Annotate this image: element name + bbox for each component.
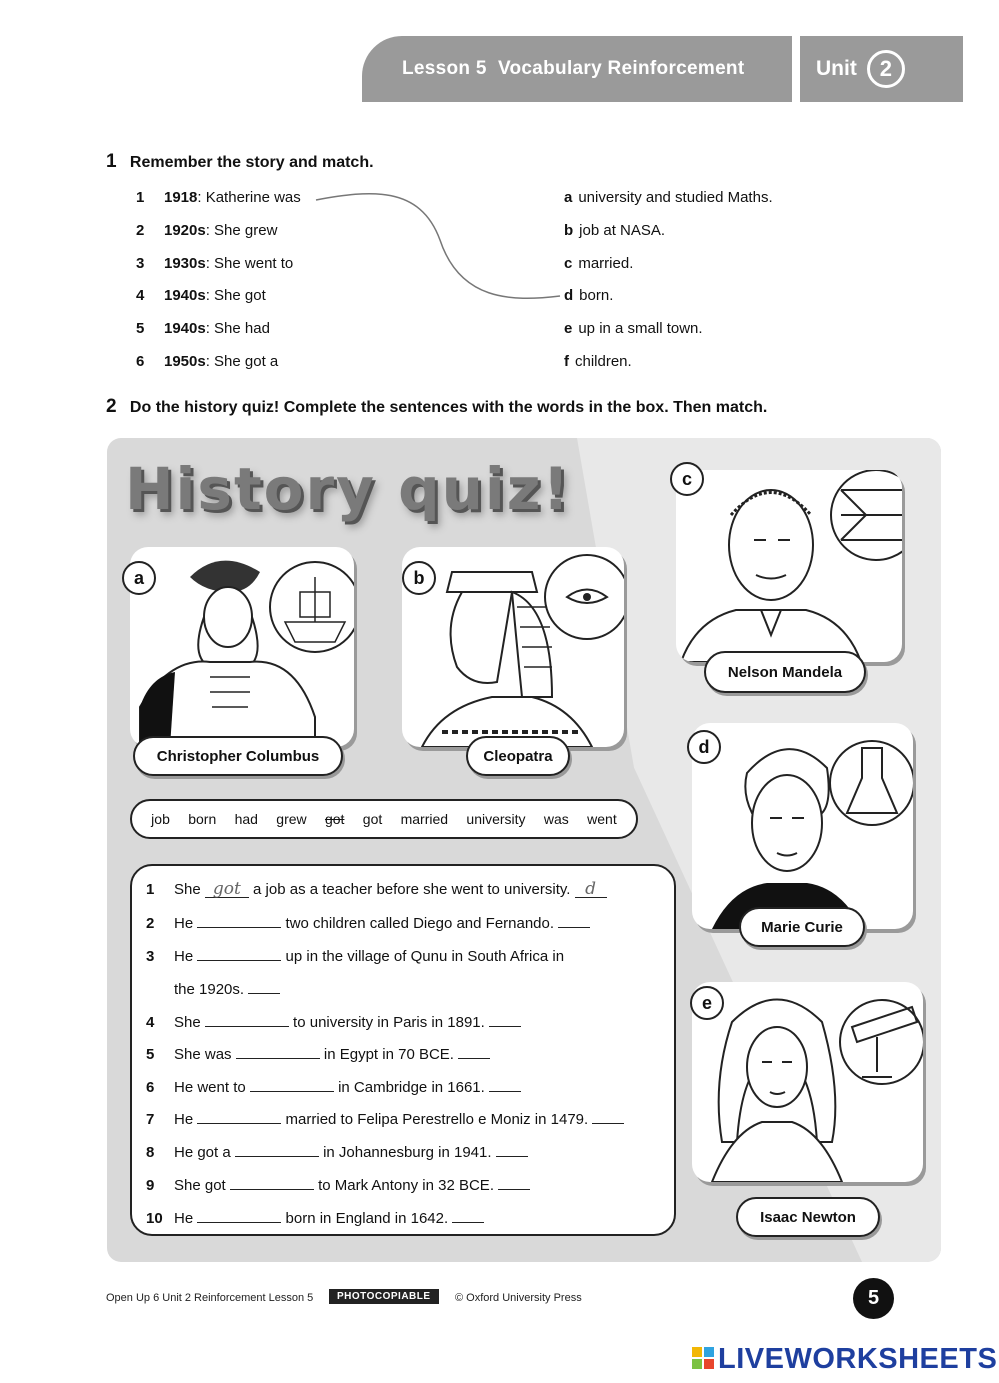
word-item: had xyxy=(234,811,258,827)
item-number: 4 xyxy=(136,287,145,304)
sentence-before: He xyxy=(174,915,194,932)
name-label-a: Christopher Columbus xyxy=(133,736,343,776)
sentence-before: He xyxy=(174,1111,194,1128)
sentence-8 xyxy=(146,1143,528,1161)
badge-c: c xyxy=(670,462,704,496)
sentence-before: She was xyxy=(174,1046,232,1063)
sentence-after: up in the village of Qunu in South Africa in xyxy=(285,948,565,965)
sentence-after: in Egypt in 70 BCE. xyxy=(323,1046,454,1063)
item-text: born. xyxy=(579,287,614,304)
item-letter: a xyxy=(564,189,573,206)
item-number: 5 xyxy=(136,320,145,337)
word-item: got xyxy=(362,811,383,827)
sentence-before: He xyxy=(174,948,194,965)
match-left-2[interactable] xyxy=(136,222,277,239)
item-text: : Katherine was xyxy=(197,189,301,206)
answer-blank[interactable] xyxy=(236,1045,320,1059)
item-year: 1950s xyxy=(164,353,206,370)
lesson-header xyxy=(362,36,792,102)
liveworksheets-logo-icon xyxy=(692,1347,714,1369)
sentence-5 xyxy=(146,1045,490,1063)
sentence-3-cont xyxy=(146,980,280,998)
answer-blank[interactable] xyxy=(205,1013,289,1027)
sentence-4 xyxy=(146,1013,521,1031)
word-item: university xyxy=(466,811,526,827)
match-blank[interactable] xyxy=(458,1045,490,1059)
badge-e: e xyxy=(690,986,724,1020)
sentence-3 xyxy=(146,947,564,965)
answer-blank[interactable] xyxy=(197,914,281,928)
sentence-after: two children called Diego and Fernando. xyxy=(285,915,555,932)
example-match-line xyxy=(310,189,573,310)
sentence-before: He xyxy=(174,1210,194,1227)
unit-number: 2 xyxy=(867,50,905,88)
word-item: job xyxy=(151,811,170,827)
sentence-before: She xyxy=(174,881,201,898)
word-box xyxy=(130,799,638,839)
newton-portrait-icon xyxy=(692,982,923,1182)
exercise-instruction: Remember the story and match. xyxy=(129,154,374,171)
unit-header xyxy=(800,36,963,102)
sentence-number: 9 xyxy=(146,1177,155,1194)
portrait-card-d xyxy=(692,723,913,929)
badge-b: b xyxy=(402,561,436,595)
item-text: job at NASA. xyxy=(579,222,666,239)
item-text: up in a small town. xyxy=(578,320,703,337)
lesson-label: Lesson 5 xyxy=(402,58,487,79)
sentence-number: 6 xyxy=(146,1079,155,1096)
item-year: 1940s xyxy=(164,320,206,337)
portrait-card-a xyxy=(130,547,354,747)
item-text: : She grew xyxy=(205,222,278,239)
item-text: married. xyxy=(578,255,634,272)
item-letter: e xyxy=(564,320,573,337)
unit-label: Unit xyxy=(816,57,857,80)
item-text: : She got a xyxy=(205,353,279,370)
match-blank[interactable] xyxy=(498,1176,530,1190)
sentence-6 xyxy=(146,1078,521,1096)
match-blank-example[interactable]: d xyxy=(575,884,607,898)
exercise-1-heading xyxy=(106,151,374,173)
match-right-d[interactable] xyxy=(564,287,613,304)
sentence-before: She xyxy=(174,1014,201,1031)
sentence-number: 3 xyxy=(146,948,155,965)
answer-blank[interactable] xyxy=(197,1110,281,1124)
badge-a: a xyxy=(122,561,156,595)
answer-blank[interactable] xyxy=(197,947,281,961)
badge-d: d xyxy=(687,730,721,764)
item-text: : She got xyxy=(205,287,266,304)
match-blank[interactable] xyxy=(248,980,280,994)
quiz-title: History quiz! xyxy=(125,455,572,523)
sentences-box xyxy=(130,864,676,1236)
match-right-e[interactable] xyxy=(564,320,703,337)
exercise-instruction: Do the history quiz! Complete the sentences with the words in the box. Then match. xyxy=(129,399,768,416)
match-blank[interactable] xyxy=(558,914,590,928)
match-left-5[interactable] xyxy=(136,320,270,337)
mandela-portrait-icon xyxy=(676,470,902,662)
sentence-9 xyxy=(146,1176,530,1194)
match-right-f[interactable] xyxy=(564,353,632,370)
item-number: 6 xyxy=(136,353,145,370)
match-left-1[interactable] xyxy=(136,189,301,206)
answer-blank-example[interactable]: got xyxy=(205,884,249,898)
match-left-4[interactable] xyxy=(136,287,266,304)
columbus-portrait-icon xyxy=(130,547,354,747)
answer-blank[interactable] xyxy=(230,1176,314,1190)
sentence-after: married to Felipa Perestrello e Moniz in 1479. xyxy=(285,1111,589,1128)
word-item: went xyxy=(587,811,617,827)
item-year: 1930s xyxy=(164,255,206,272)
name-label-d: Marie Curie xyxy=(739,907,865,947)
exercise-2-heading xyxy=(106,396,767,418)
match-blank[interactable] xyxy=(489,1078,521,1092)
word-item: born xyxy=(188,811,217,827)
word-item: grew xyxy=(276,811,307,827)
match-left-6[interactable] xyxy=(136,353,278,370)
name-label-c: Nelson Mandela xyxy=(704,651,866,693)
footer-copyright: © Oxford University Press xyxy=(455,1292,582,1304)
sentence-after: in Johannesburg in 1941. xyxy=(323,1144,492,1161)
word-item: was xyxy=(543,811,569,827)
item-letter: d xyxy=(564,287,574,304)
word-item: married xyxy=(400,811,449,827)
answer-blank[interactable] xyxy=(235,1143,319,1157)
sentence-number: 4 xyxy=(146,1014,155,1031)
sentence-after: in Cambridge in 1661. xyxy=(338,1079,485,1096)
answer-blank[interactable] xyxy=(250,1078,334,1092)
page-number: 5 xyxy=(853,1278,894,1319)
sentence-number: 7 xyxy=(146,1111,155,1128)
item-text: : She went to xyxy=(205,255,294,272)
sentence-after: a job as a teacher before she went to university. xyxy=(253,881,571,898)
match-right-a[interactable] xyxy=(564,189,773,206)
exercise-number: 1 xyxy=(106,151,117,172)
sentence-7 xyxy=(146,1110,624,1128)
item-number: 1 xyxy=(136,189,145,206)
item-text: children. xyxy=(575,353,632,370)
sentence-number: 10 xyxy=(146,1210,163,1227)
name-label-b: Cleopatra xyxy=(466,736,570,776)
sentence-after: to university in Paris in 1891. xyxy=(293,1014,485,1031)
liveworksheets-brand[interactable]: LIVEWORKSHEETS xyxy=(718,1343,998,1375)
sentence-before: She got xyxy=(174,1177,226,1194)
photocopiable-badge: PHOTOCOPIABLE xyxy=(329,1289,439,1304)
name-label-e: Isaac Newton xyxy=(736,1197,880,1237)
curie-portrait-icon xyxy=(692,723,913,929)
sentence-after: born in England in 1642. xyxy=(285,1210,449,1227)
footer-photocopiable xyxy=(329,1290,439,1302)
word-item-used: got xyxy=(324,811,345,827)
item-year: 1940s xyxy=(164,287,206,304)
sentence-after: to Mark Antony in 32 BCE. xyxy=(318,1177,494,1194)
item-letter: b xyxy=(564,222,574,239)
sentence-before: the 1920s. xyxy=(174,981,245,998)
lesson-title: Vocabulary Reinforcement xyxy=(497,58,745,79)
item-letter: f xyxy=(564,353,569,370)
sentence-10 xyxy=(146,1209,484,1227)
portrait-card-c xyxy=(676,470,902,662)
sentence-before: He got a xyxy=(174,1144,231,1161)
item-text: university and studied Maths. xyxy=(578,189,773,206)
sentence-number: 2 xyxy=(146,915,155,932)
match-left-3[interactable] xyxy=(136,255,293,272)
item-number: 2 xyxy=(136,222,145,239)
item-letter: c xyxy=(564,255,573,272)
match-blank[interactable] xyxy=(452,1209,484,1223)
sentence-2 xyxy=(146,914,590,932)
match-blank[interactable] xyxy=(489,1013,521,1027)
exercise-number: 2 xyxy=(106,396,117,417)
item-year: 1918 xyxy=(164,189,198,206)
portrait-card-e xyxy=(692,982,923,1182)
footer-source: Open Up 6 Unit 2 Reinforcement Lesson 5 xyxy=(106,1292,314,1304)
sentence-number: 8 xyxy=(146,1144,155,1161)
answer-blank[interactable] xyxy=(197,1209,281,1223)
match-blank[interactable] xyxy=(592,1110,624,1124)
match-blank[interactable] xyxy=(496,1143,528,1157)
item-text: : She had xyxy=(205,320,270,337)
match-right-b[interactable] xyxy=(564,222,665,239)
sentence-number: 1 xyxy=(146,881,155,898)
item-number: 3 xyxy=(136,255,145,272)
sentence-1 xyxy=(146,881,607,898)
sentence-number: 5 xyxy=(146,1046,155,1063)
sentence-before: He went to xyxy=(174,1079,246,1096)
item-year: 1920s xyxy=(164,222,206,239)
match-right-c[interactable] xyxy=(564,255,633,272)
